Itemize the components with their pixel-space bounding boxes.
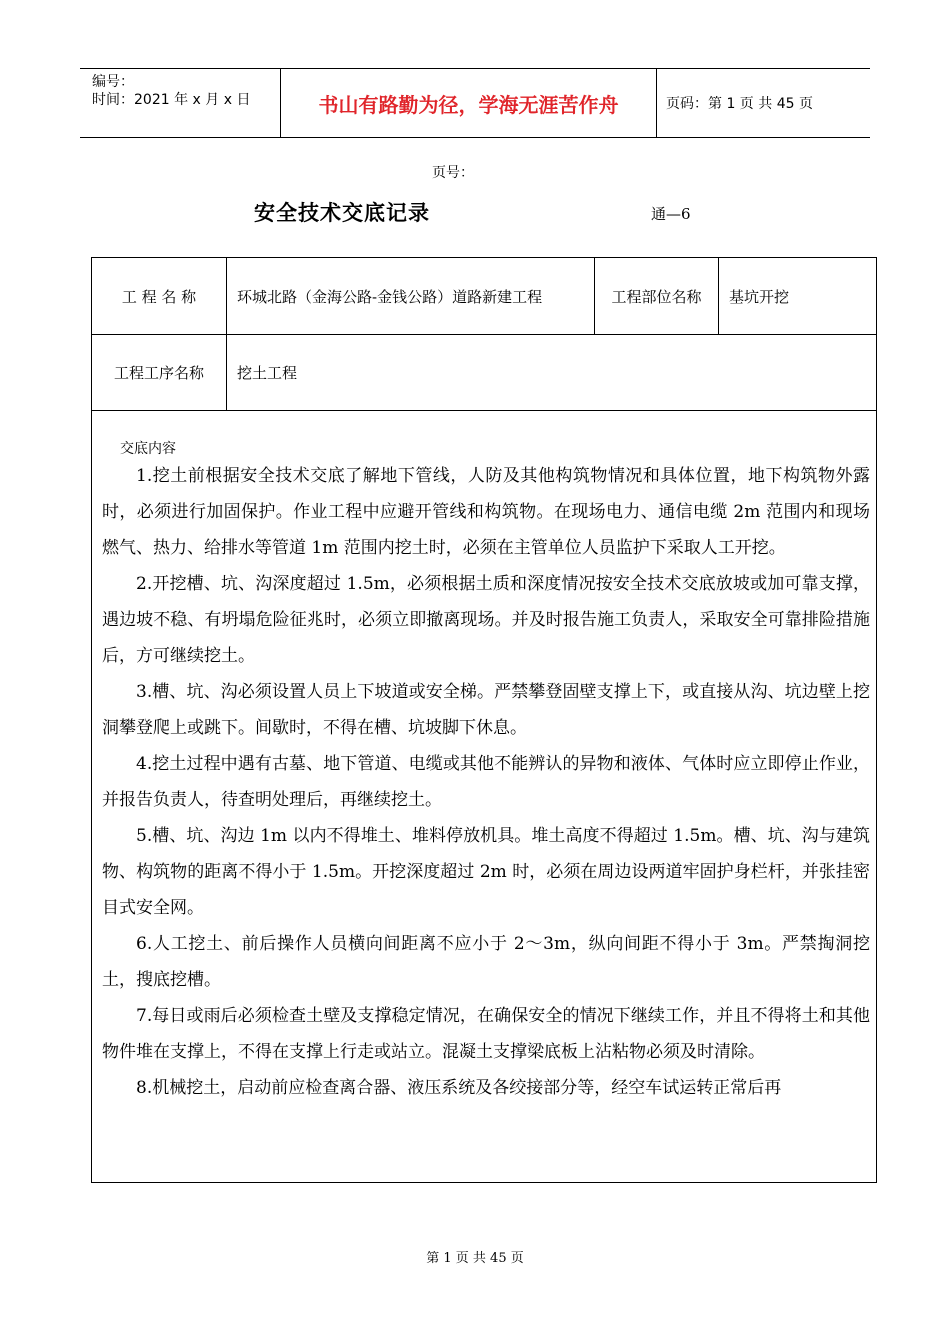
process-label: 工程工序名称: [113, 363, 204, 382]
header-banner: [80, 68, 870, 138]
paragraph: 6.人工挖土、前后操作人员横向间距离不应小于 2～3m，纵向间距不得小于 3m。严禁掏洞挖土，搜底挖槽。: [102, 934, 870, 990]
paragraph: 8.机械挖土，启动前应检查离合器、液压系统及各绞接部分等，经空车试运转正常后再: [136, 1078, 782, 1098]
paragraph: 4.挖土过程中遇有古墓、地下管道、电缆或其他不能辨认的异物和液体、气体时应立即停止作业，并报告负责人，待查明处理后，再继续挖土。: [102, 754, 870, 810]
process-value: 挖土工程: [226, 334, 876, 410]
date-label: 时间：2021 年 x 月 x 日: [92, 92, 251, 108]
header-left-block: [80, 69, 280, 137]
part-name-value: 基坑开挖: [718, 258, 876, 334]
part-name-label: 工程部位名称: [594, 258, 718, 334]
table-row-process: [92, 334, 876, 411]
page-number-label: 页号：: [432, 165, 474, 181]
project-name-label: 工 程 名 称: [121, 287, 197, 306]
paragraph: 3.槽、坑、沟必须设置人员上下坡道或安全梯。严禁攀登固壁支撑上下，或直接从沟、坑边壁上挖洞攀登爬上或跳下。间歇时，不得在槽、坑坡脚下休息。: [102, 682, 870, 738]
number-label: 编号：: [92, 74, 134, 90]
header-motto: 书山有路勤为径，学海无涯苦作舟: [280, 69, 657, 137]
disclosure-table: [91, 257, 877, 1183]
paragraph: 1.挖土前根据安全技术交底了解地下管线，人防及其他构筑物情况和具体位置，地下构筑物外露时，必须进行加固保护。作业工程中应避开管线和构筑物。在现场电力、通信电缆 2m 范围内和现场燃气、热力、给排水等管道 1m 范围内挖土时，必须在主管单位人员监护下采取人工开挖。: [102, 466, 870, 558]
paragraph: 7.每日或雨后必须检查土壁及支撑稳定情况，在确保安全的情况下继续工作，并且不得将土和其他物件堆在支撑上，不得在支撑上行走或站立。混凝土支撑梁底板上沾粘物必须及时清除。: [102, 1006, 870, 1062]
paragraph: 2.开挖槽、坑、沟深度超过 1.5m，必须根据土质和深度情况按安全技术交底放坡或加可靠支撑，遇边坡不稳、有坍塌危险征兆时，必须立即撤离现场。并及时报告施工负责人，采取安全可靠排险措施后，方可继续挖土。: [102, 574, 870, 666]
page-footer: 第 1 页 共 45 页: [426, 1251, 524, 1266]
header-page-info: 页码：第 1 页 共 45 页: [666, 96, 813, 112]
content-paragraphs: [102, 458, 870, 1106]
document-title: 安全技术交底记录: [254, 201, 430, 225]
project-name-value: 环城北路（金海公路-金钱公路）道路新建工程: [226, 258, 594, 334]
table-row-project: [92, 258, 876, 335]
content-label: 交底内容: [120, 441, 176, 457]
form-code: 通—6: [651, 205, 691, 223]
paragraph: 5.槽、坑、沟边 1m 以内不得堆土、堆料停放机具。堆土高度不得超过 1.5m。槽、坑、沟与建筑物、构筑物的距离不得小于 1.5m。开挖深度超过 2m 时，必须在周边设两道牢固护身栏杆，并张挂密目式安全网。: [102, 826, 870, 918]
